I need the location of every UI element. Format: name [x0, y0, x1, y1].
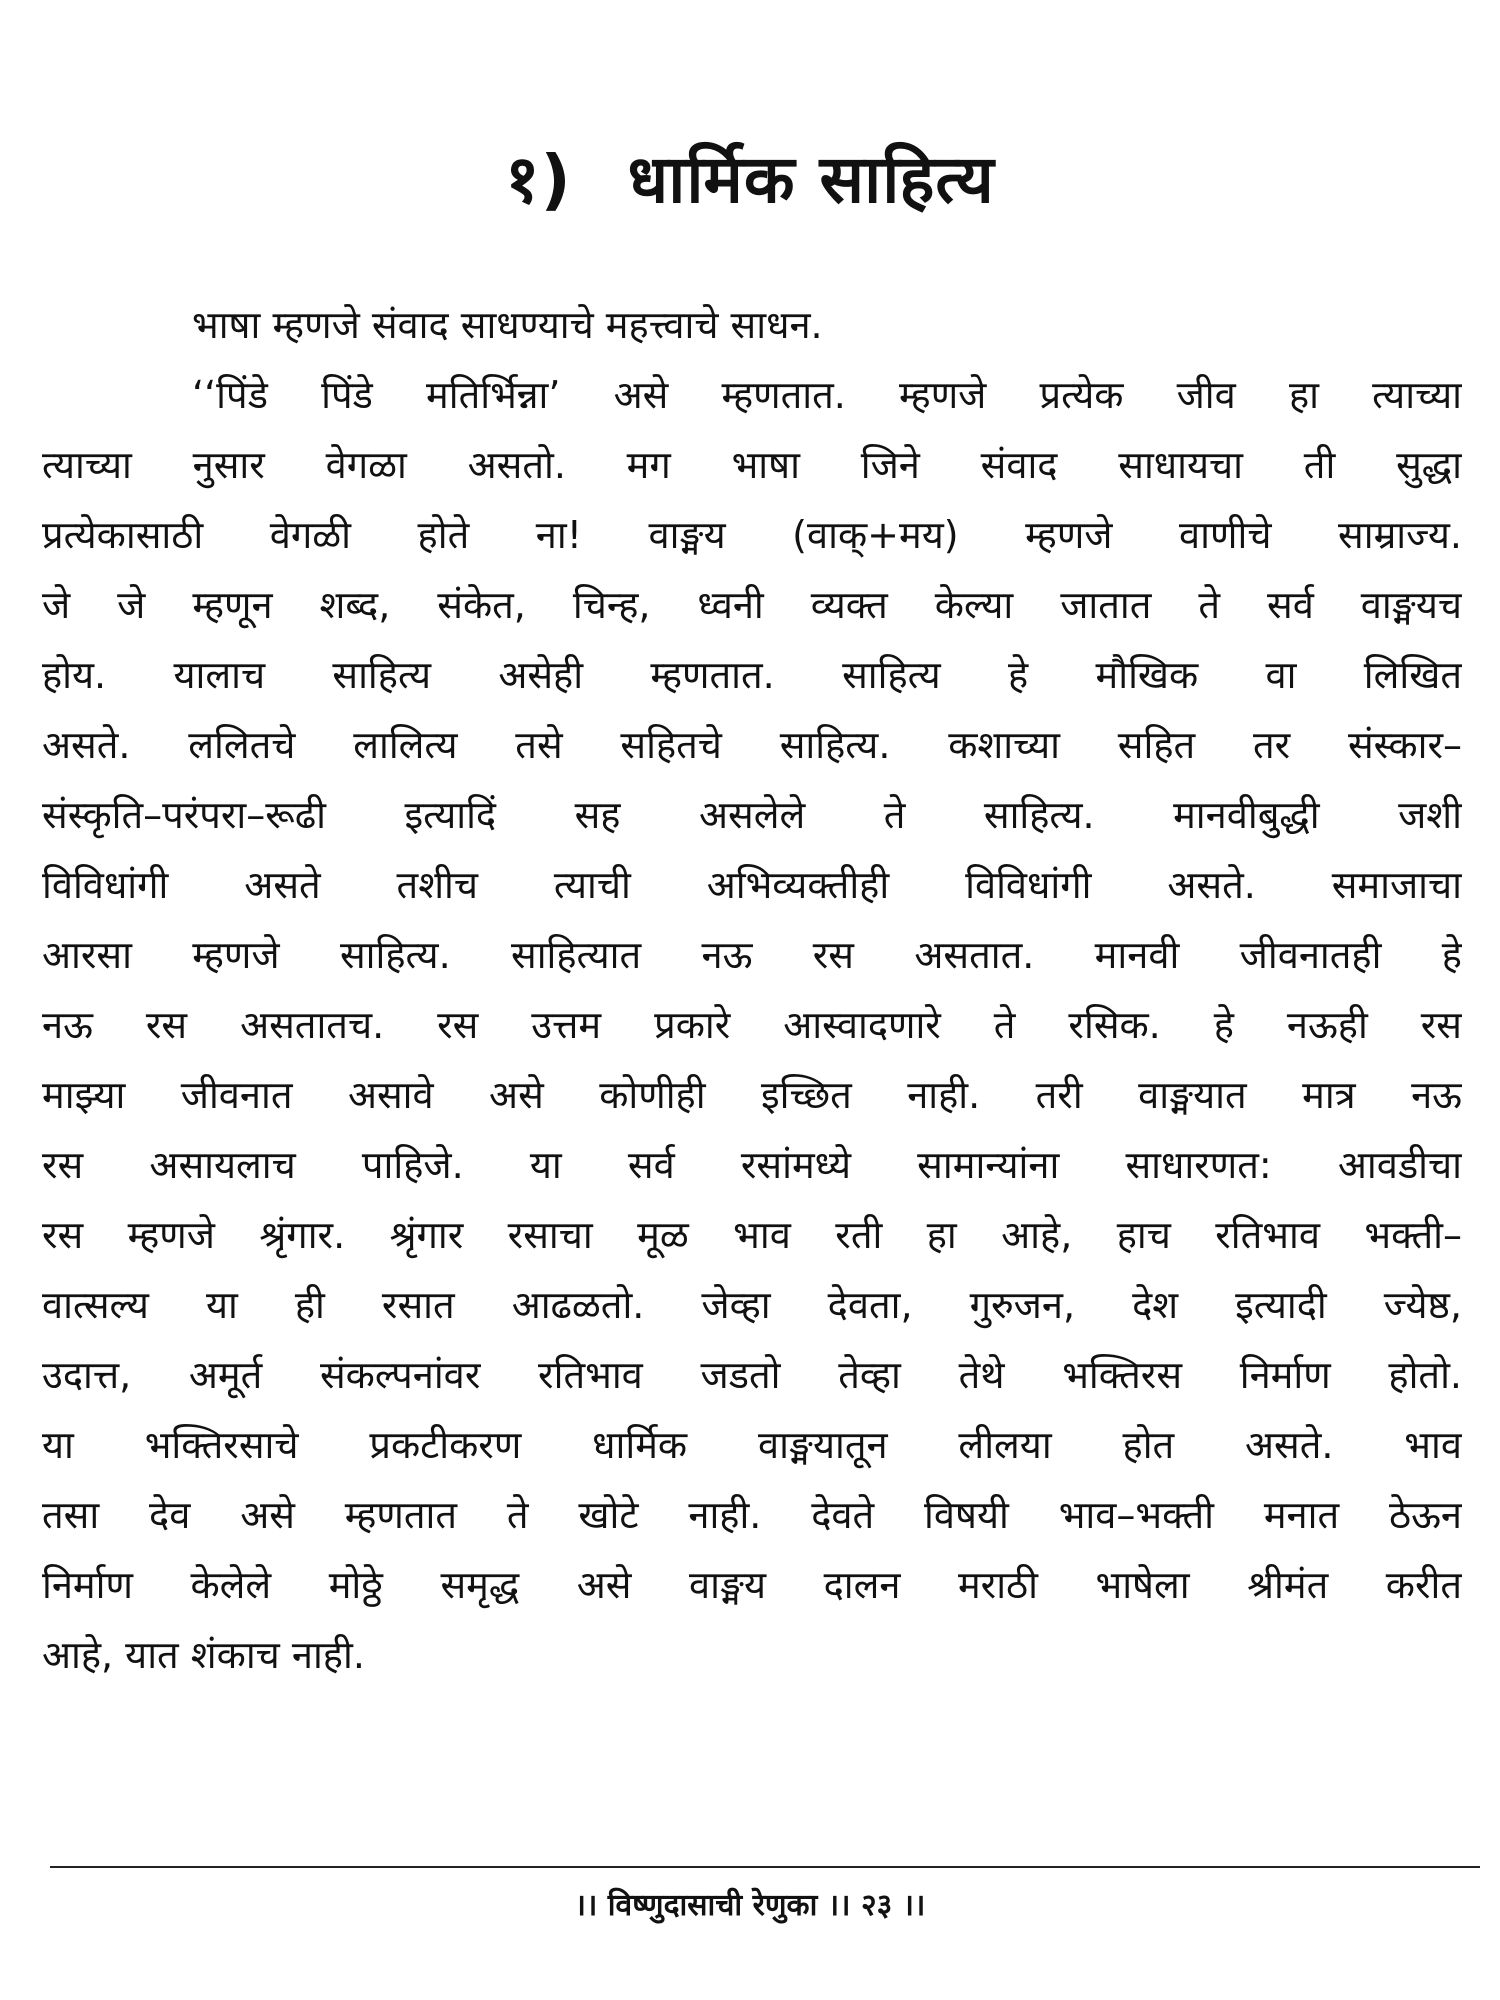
- text-line: रस असायलाच पाहिजे. या सर्व रसांमध्ये सामान्यांना साधारणत: आवडीचा: [42, 1143, 1462, 1187]
- text-line: तसा देव असे म्हणतात ते खोटे नाही. देवते विषयी भाव–भक्ती मनात ठेऊन: [42, 1493, 1462, 1537]
- text-line: प्रत्येकासाठी वेगळी होते ना! वाङ्मय (वाक्+मय) म्हणजे वाणीचे साम्राज्य.: [42, 513, 1462, 557]
- text-line: माझ्या जीवनात असावे असे कोणीही इच्छित नाही. तरी वाङ्मयात मात्र नऊ: [42, 1073, 1462, 1117]
- text-line: निर्माण केलेले मोठ्ठे समृद्ध असे वाङ्मय दालन मराठी भाषेला श्रीमंत करीत: [42, 1563, 1462, 1607]
- chapter-heading: [0, 140, 1500, 219]
- text-line: रस म्हणजे श्रृंगार. श्रृंगार रसाचा मूळ भाव रती हा आहे, हाच रतिभाव भक्ती–: [42, 1213, 1462, 1257]
- page-footer: ।। विष्णुदासाची रेणुका ।। २३ ।।: [574, 1888, 926, 1923]
- footer-divider: [50, 1866, 1480, 1868]
- text-line: आहे, यात शंकाच नाही.: [42, 1633, 365, 1677]
- body-paragraph: [42, 290, 1462, 1690]
- text-line: वात्सल्य या ही रसात आढळतो. जेव्हा देवता, गुरुजन, देश इत्यादी ज्येष्ठ,: [42, 1283, 1462, 1327]
- text-line: असते. ललितचे लालित्य तसे सहितचे साहित्य. कशाच्या सहित तर संस्कार–: [42, 723, 1462, 767]
- chapter-title: धार्मिक साहित्य: [627, 141, 995, 218]
- text-line: विविधांगी असते तशीच त्याची अभिव्यक्तीही विविधांगी असते. समाजाचा: [42, 863, 1462, 907]
- text-line: ‘‘पिंडे पिंडे मतिर्भिन्ना’ असे म्हणतात. म्हणजे प्रत्येक जीव हा त्याच्या: [192, 373, 1462, 417]
- text-line: त्याच्या नुसार वेगळा असतो. मग भाषा जिने संवाद साधायचा ती सुद्धा: [42, 443, 1462, 487]
- text-line: होय. यालाच साहित्य असेही म्हणतात. साहित्य हे मौखिक वा लिखित: [42, 653, 1462, 697]
- text-line: संस्कृति–परंपरा–रूढी इत्यादिं सह असलेले ते साहित्य. मानवीबुद्धी जशी: [42, 793, 1462, 837]
- text-line: भाषा म्हणजे संवाद साधण्याचे महत्त्वाचे साधन.: [192, 303, 823, 347]
- chapter-number: १): [505, 141, 572, 218]
- text-line: आरसा म्हणजे साहित्य. साहित्यात नऊ रस असतात. मानवी जीवनातही हे: [42, 933, 1462, 977]
- text-line: उदात्त, अमूर्त संकल्पनांवर रतिभाव जडतो तेव्हा तेथे भक्तिरस निर्माण होतो.: [42, 1353, 1462, 1397]
- text-line: जे जे म्हणून शब्द, संकेत, चिन्ह, ध्वनी व्यक्त केल्या जातात ते सर्व वाङ्मयच: [42, 583, 1462, 627]
- text-line: या भक्तिरसाचे प्रकटीकरण धार्मिक वाङ्मयातून लीलया होत असते. भाव: [42, 1423, 1462, 1467]
- text-line: नऊ रस असतातच. रस उत्तम प्रकारे आस्वादणारे ते रसिक. हे नऊही रस: [42, 1003, 1462, 1047]
